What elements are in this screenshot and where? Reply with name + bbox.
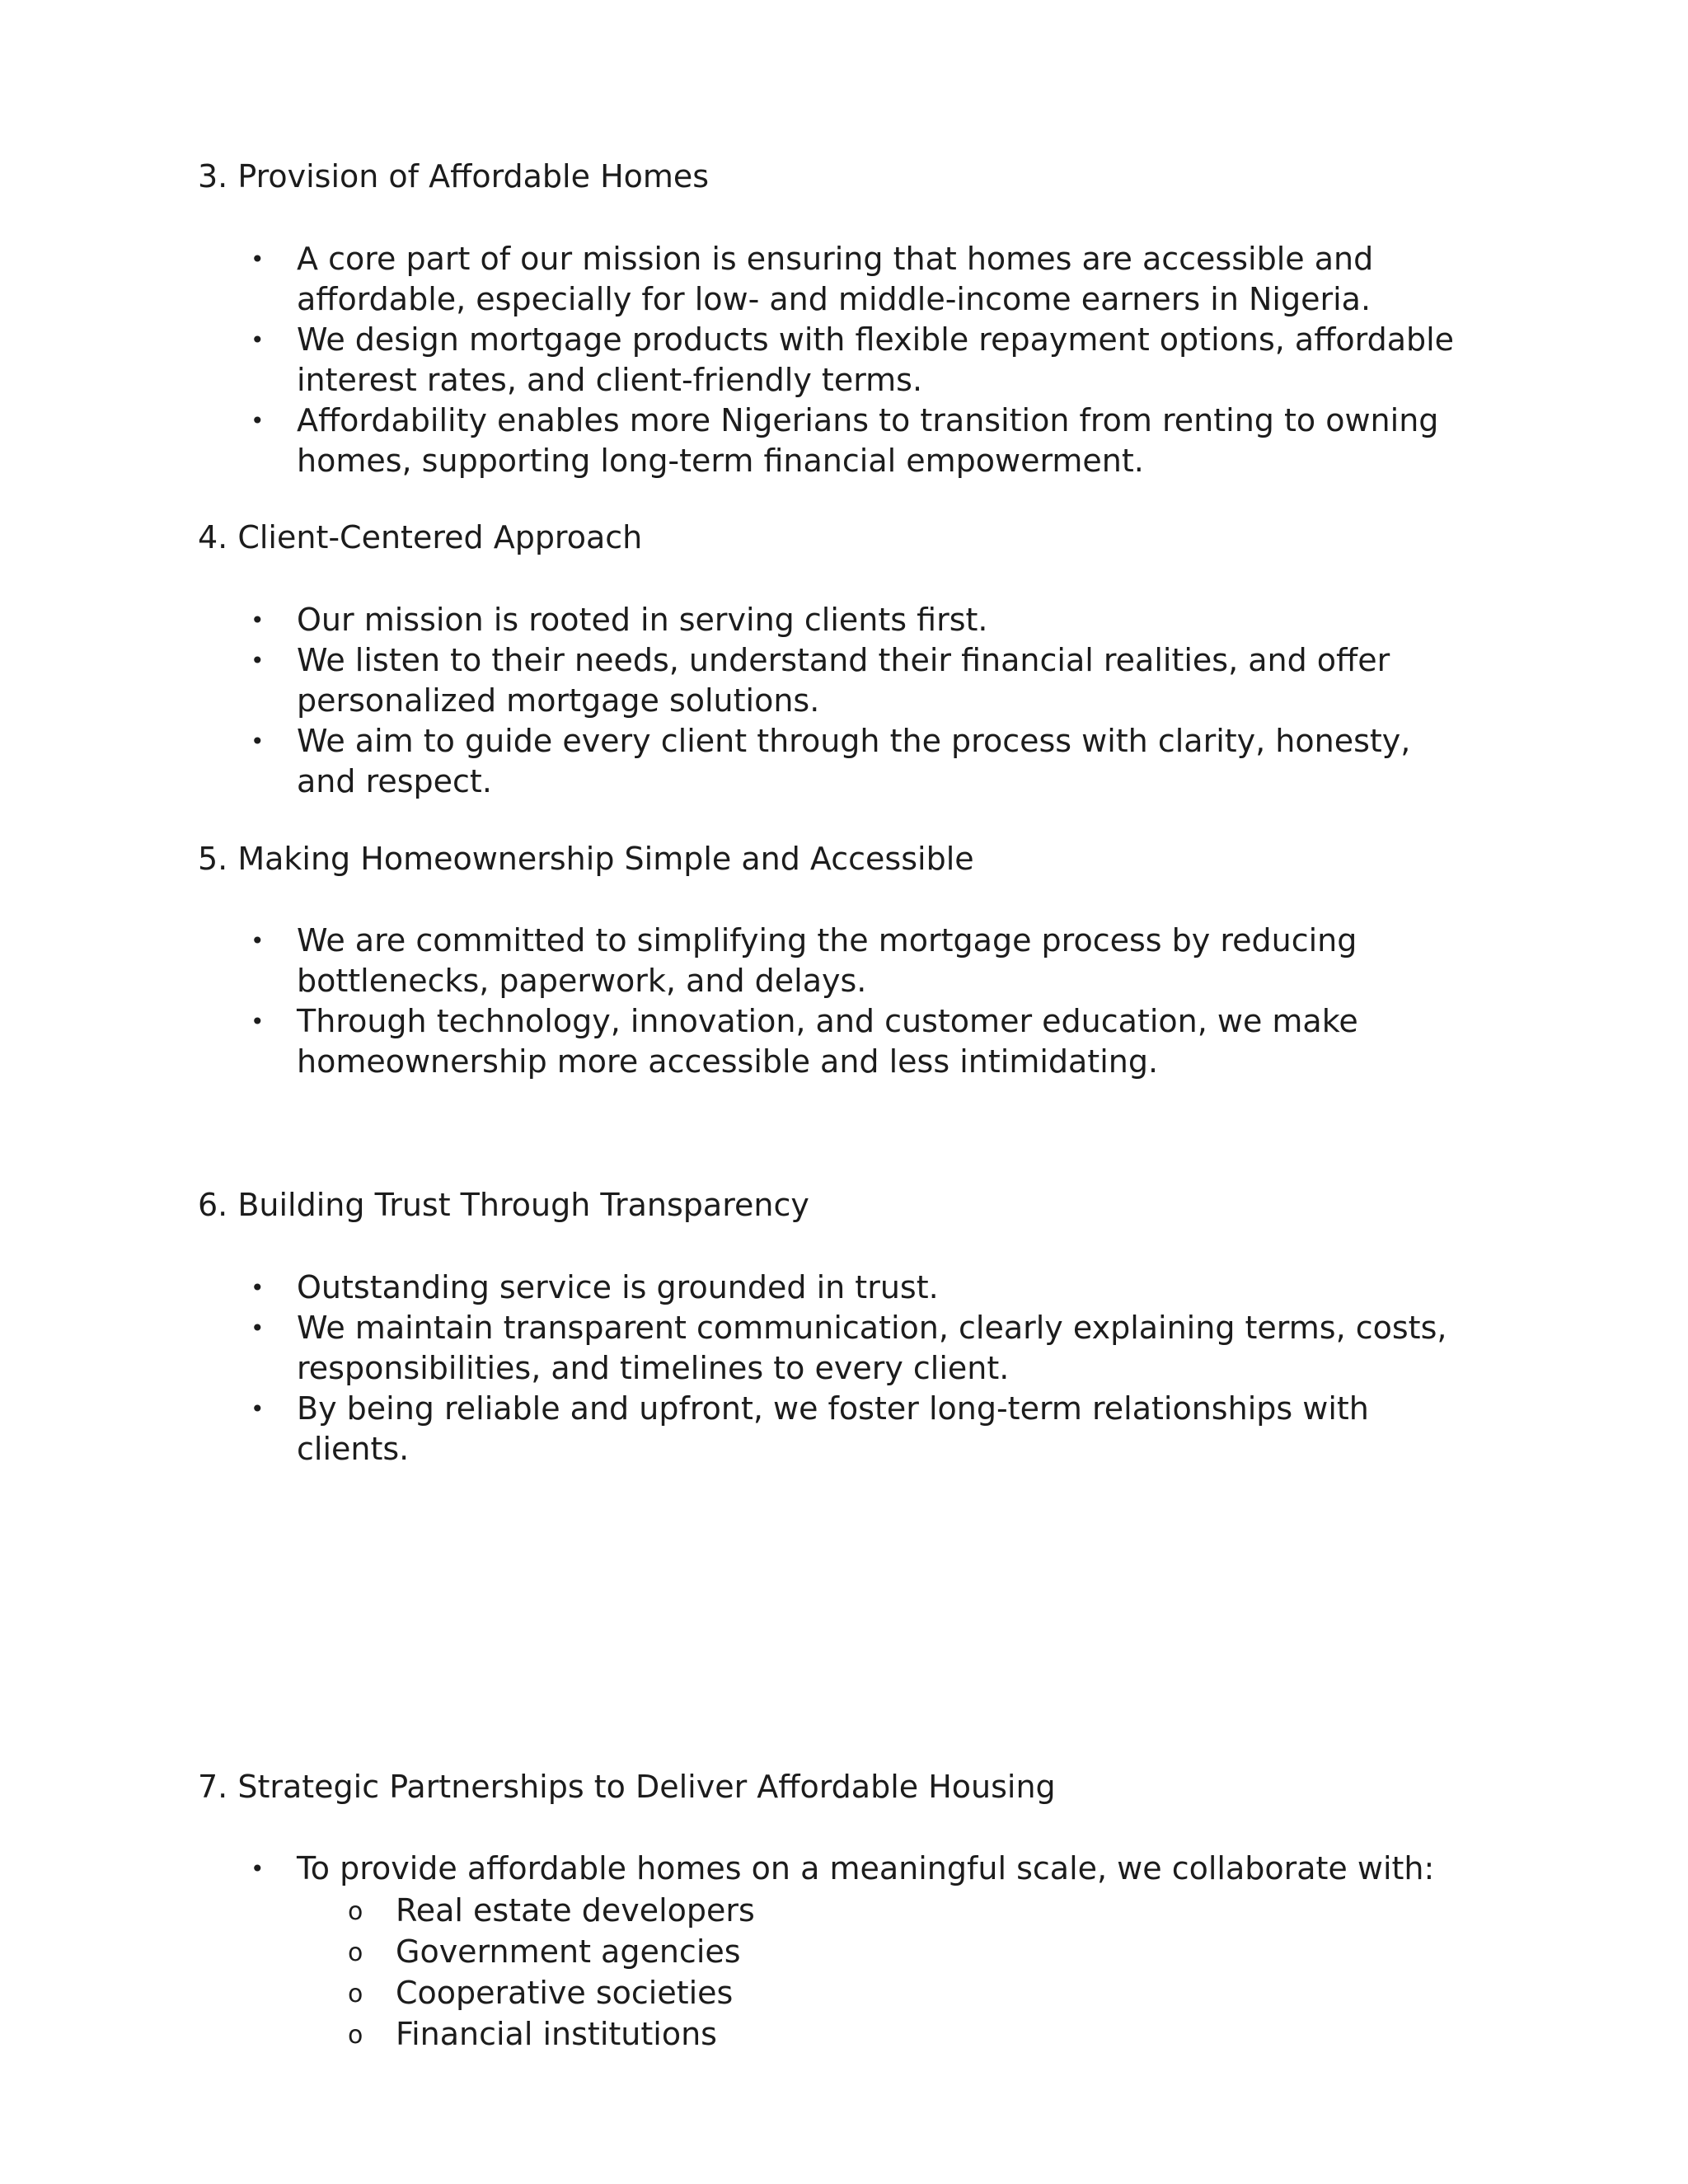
list-item xyxy=(251,1308,1447,1389)
circle-bullet-icon: o xyxy=(348,1980,363,2008)
bullet-icon: • xyxy=(251,607,265,634)
list-item xyxy=(251,600,988,640)
list-item xyxy=(251,721,1411,802)
bullet-icon: • xyxy=(251,407,265,434)
list-item-line: We design mortgage products with flexible repayment options, affordable xyxy=(297,321,1455,358)
list-item-line: and respect. xyxy=(297,763,492,799)
bullet-icon: • xyxy=(251,728,265,755)
section-heading: 6. Building Trust Through Transparency xyxy=(198,1187,809,1223)
list-item-line: We aim to guide every client through the process with clarity, honesty, xyxy=(297,723,1411,759)
list-item-line: interest rates, and client-friendly terms. xyxy=(297,362,923,398)
list-item-line: responsibilities, and timelines to every client. xyxy=(297,1350,1010,1386)
list-item-line: A core part of our mission is ensuring that homes are accessible and xyxy=(297,241,1374,277)
bullet-icon: • xyxy=(251,326,265,354)
list-item-line: homeownership more accessible and less intimidating. xyxy=(297,1043,1159,1080)
bullet-icon: • xyxy=(251,1008,265,1035)
list-item-line: clients. xyxy=(297,1431,410,1467)
bullet-icon: • xyxy=(251,1274,265,1301)
list-item xyxy=(251,1001,1358,1082)
sub-list-item xyxy=(348,1972,734,2013)
list-item xyxy=(251,401,1439,481)
sub-list-item-label: Government agencies xyxy=(396,1933,741,1970)
list-item xyxy=(251,1268,939,1308)
sub-list-item xyxy=(348,2013,717,2055)
list-item-line: personalized mortgage solutions. xyxy=(297,682,820,719)
list-item-line: Affordability enables more Nigerians to transition from renting to owning xyxy=(297,402,1439,438)
list-item-line: affordable, especially for low- and middle-income earners in Nigeria. xyxy=(297,281,1372,317)
list-item-line: homes, supporting long-term financial empowerment. xyxy=(297,443,1144,479)
sub-list-item-label: Real estate developers xyxy=(396,1892,755,1929)
list-item xyxy=(251,1389,1369,1469)
circle-bullet-icon: o xyxy=(348,1938,363,1967)
list-item xyxy=(251,1849,1435,1889)
list-item-line: We listen to their needs, understand their financial realities, and offer xyxy=(297,642,1390,678)
list-item-line: Our mission is rooted in serving clients first. xyxy=(297,602,988,638)
list-item xyxy=(251,640,1390,721)
bullet-icon: • xyxy=(251,1395,265,1422)
sub-list-item xyxy=(348,1890,755,1931)
list-item xyxy=(251,239,1374,320)
sub-list-item-label: Financial institutions xyxy=(396,2016,717,2052)
list-item xyxy=(251,921,1357,1001)
list-item-line: Outstanding service is grounded in trust. xyxy=(297,1269,939,1305)
bullet-icon: • xyxy=(251,647,265,674)
section-heading: 3. Provision of Affordable Homes xyxy=(198,158,710,194)
list-item xyxy=(251,320,1455,401)
bullet-icon: • xyxy=(251,1315,265,1342)
list-item-line: Through technology, innovation, and customer education, we make xyxy=(297,1003,1358,1039)
bullet-icon: • xyxy=(251,927,265,954)
sub-list-item xyxy=(348,1931,741,1972)
sub-list-item-label: Cooperative societies xyxy=(396,1975,734,2011)
bullet-icon: • xyxy=(251,1855,265,1882)
circle-bullet-icon: o xyxy=(348,1897,363,1926)
section-heading: 4. Client-Centered Approach xyxy=(198,519,643,555)
list-item-line: bottlenecks, paperwork, and delays. xyxy=(297,963,867,999)
section-heading: 7. Strategic Partnerships to Deliver Affordable Housing xyxy=(198,1769,1056,1805)
list-item-line: We are committed to simplifying the mortgage process by reducing xyxy=(297,922,1357,958)
list-item-line: By being reliable and upfront, we foster long-term relationships with xyxy=(297,1390,1369,1427)
list-item-line: To provide affordable homes on a meaningful scale, we collaborate with: xyxy=(297,1850,1435,1886)
section-heading: 5. Making Homeownership Simple and Accessible xyxy=(198,841,974,877)
bullet-icon: • xyxy=(251,246,265,273)
circle-bullet-icon: o xyxy=(348,2021,363,2050)
list-item-line: We maintain transparent communication, clearly explaining terms, costs, xyxy=(297,1310,1447,1346)
